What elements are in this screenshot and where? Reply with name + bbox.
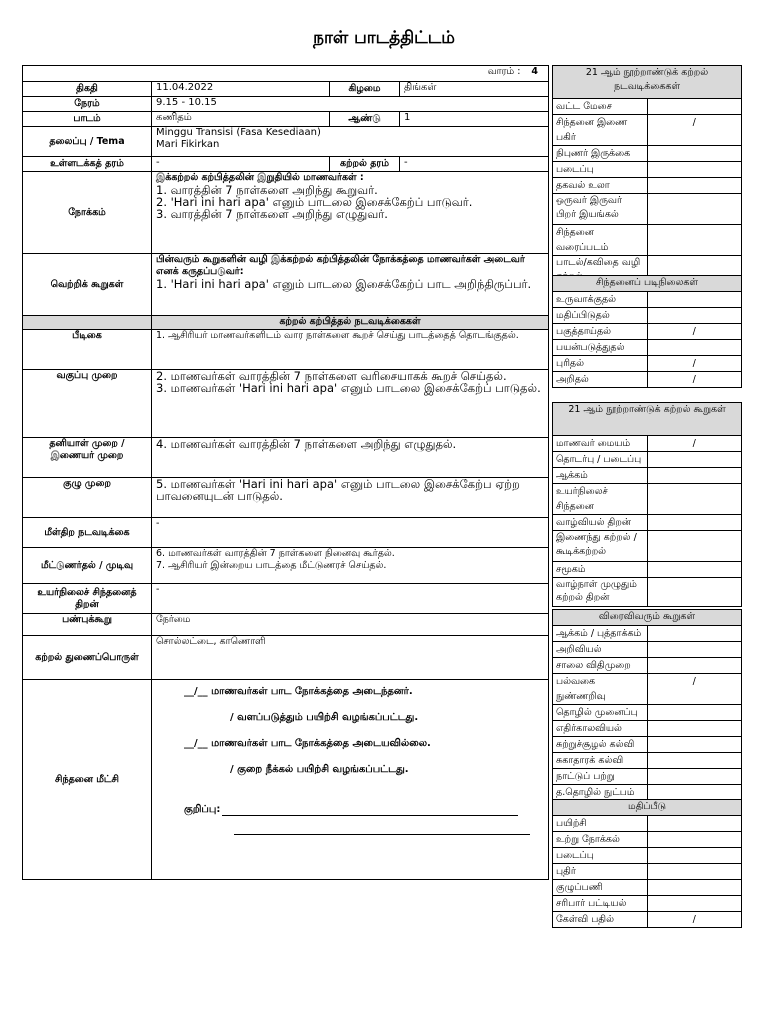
side-table-21st-elements (552, 402, 742, 607)
side3-mark (647, 578, 742, 607)
induction-label: பீடிகை (23, 330, 152, 370)
side3-item: தொடர்பு / படைப்பு (553, 452, 648, 468)
side1-item: நிபுணர் இருக்கை (553, 146, 648, 162)
side4-mark (647, 705, 742, 721)
success-intro: பின்வரும் கூறுகளின் வழி இக்கற்றல் கற்பித்தலின் நோக்கத்தை மாணவர்கள் அடைவர் எனக் கருதப்படுவர்: (156, 254, 525, 277)
reflection-cell (152, 680, 549, 880)
note-line-1 (222, 805, 518, 816)
content-standard-value: - (152, 157, 330, 172)
page-title: நாள் பாடத்திட்டம் (313, 28, 455, 48)
closure-cell (152, 548, 549, 584)
objective-item: 2. 'Hari ini hari apa' எனும் பாடலை இசைக்கேற்ப் பாடுவர். (156, 195, 473, 209)
objective-label: நோக்கம் (23, 172, 152, 254)
side4-mark (647, 721, 742, 737)
side5-mark (647, 864, 742, 880)
subject-value: கணிதம் (152, 112, 330, 127)
side4-mark (647, 753, 742, 769)
objective-intro: இக்கற்றல் கற்பித்தலின் இறுதியில் மாணவர்கள் : (156, 172, 364, 183)
side4-mark: / (647, 674, 742, 705)
theme-value (152, 127, 549, 157)
activities-header: கற்றல் கற்பித்தல் நடவடிக்கைகள் (152, 316, 549, 330)
objective-item: 3. வாரத்தின் 7 நாள்களை அறிந்து எழுதுவர். (156, 207, 388, 221)
side5-mark (647, 880, 742, 896)
side4-mark (647, 642, 742, 658)
side4-item: சுற்றுச்சூழல் கல்வி (553, 737, 648, 753)
remedial-label: மீள்திற நடவடிக்கை (23, 518, 152, 548)
side5-item: படைப்பு (553, 848, 648, 864)
remedial-value: - (152, 518, 549, 548)
individual-mode-label: தனியாள் முறை / இணையர் முறை (23, 438, 152, 478)
side3-mark (647, 468, 742, 484)
learning-standard-value: - (400, 157, 549, 172)
reflection-label: சிந்தனை மீட்சி (23, 680, 152, 880)
objective-list (156, 184, 544, 220)
note-label: குறிப்பு: (184, 804, 221, 815)
aids-label: கற்றல் துணைப்பொருள் (23, 636, 152, 680)
side4-item: அறிவியல் (553, 642, 648, 658)
side3-mark (647, 531, 742, 562)
reflection-line-2: / வளப்படுத்தும் பயிற்சி வழங்கப்பட்டது. (230, 712, 419, 723)
side5-mark: / (647, 912, 742, 928)
week-label: வாரம் : (487, 66, 521, 77)
class-mode-label: வகுப்பு முறை (23, 370, 152, 438)
hots-label: உயர்நிலைச் சிந்தனைத் திறன் (23, 584, 152, 614)
side2-item: பயன்படுத்துதல் (553, 340, 648, 356)
class-mode-cell (152, 370, 549, 438)
objective-item: 1. வாரத்தின் 7 நாள்களை அறிந்து கூறுவர். (156, 183, 378, 197)
side4-mark (647, 626, 742, 642)
side2-mark (647, 340, 742, 356)
side3-mark (647, 452, 742, 468)
side4-item: சுகாதாரக் கல்வி (553, 753, 648, 769)
learning-standard-label: கற்றல் தரம் (330, 157, 400, 172)
side3-item: சமூகம் (553, 562, 648, 578)
side1-mark (647, 194, 742, 225)
side1-mark: / (647, 115, 742, 146)
week-cell (23, 66, 549, 82)
content-standard-label: உள்ளடக்கத் தரம் (23, 157, 152, 172)
theme-label: தலைப்பு / Tema (23, 127, 152, 157)
objective-cell (152, 172, 549, 254)
side3-item: ஆக்கம் (553, 468, 648, 484)
side2-mark (647, 308, 742, 324)
theme-value-2: Mari Fikirkan (156, 139, 220, 150)
side1-item: வட்ட மேசை (553, 99, 648, 115)
side3-mark (647, 515, 742, 531)
individual-mode-list (156, 438, 544, 450)
side2-header: சிந்தனைப் படிநிலைகள் (553, 276, 742, 292)
side5-mark (647, 832, 742, 848)
individual-mode-item: 4. மாணவர்கள் வாரத்தின் 7 நாள்களை அறிந்து எழுதுதல். (156, 437, 457, 451)
side2-item: பகுத்தாய்தல் (553, 324, 648, 340)
aids-value: சொல்லட்டை, காணொளி (152, 636, 549, 680)
side4-item: த.தொழில் நுட்பம் (553, 785, 648, 801)
side4-item: சாலை விதிமுறை (553, 658, 648, 674)
side4-item: நாட்டுப் பற்று (553, 769, 648, 785)
side5-item: புதிர் (553, 864, 648, 880)
side2-mark: / (647, 372, 742, 388)
side1-header: 21 ஆம் நூற்றாண்டுக் கற்றல் நடவடிக்கைகள் (553, 66, 742, 99)
side3-item: வாழ்நாள் முழுதும் கற்றல் திறன் (553, 578, 648, 607)
side1-item: சிந்தனை இணை பகிர் (553, 115, 648, 146)
side-table-emerging-elements (552, 609, 742, 801)
side3-mark (647, 562, 742, 578)
side2-item: புரிதல் (553, 356, 648, 372)
reflection-note (184, 804, 544, 816)
values-value: நேர்மை (152, 614, 549, 636)
side1-mark (647, 99, 742, 115)
activities-header-spacer (23, 316, 152, 330)
success-list (156, 278, 544, 290)
time-value: 9.15 - 10.15 (152, 97, 549, 112)
success-item: 1. 'Hari ini hari apa' எனும் பாடலை இசைக்கேற்ப் பாட அறிந்திருப்பர். (156, 277, 532, 291)
success-criteria-label: வெற்றிக் கூறுகள் (23, 254, 152, 316)
date-value: 11.04.2022 (152, 82, 330, 97)
reflection-line-3: __/__ மாணவர்கள் பாட நோக்கத்தை அடையவில்லை. (184, 738, 431, 749)
class-mode-item: 3. மாணவர்கள் 'Hari ini hari apa' எனும் பாடலை இசைக்கேற்ப் பாடுதல். (156, 381, 541, 395)
group-mode-list (156, 478, 544, 502)
reflection-line-4: / குறை நீக்கல் பயிற்சி வழங்கப்பட்டது. (230, 764, 409, 775)
success-criteria-cell (152, 254, 549, 316)
closure-label: மீட்டுணர்தல் / முடிவு (23, 548, 152, 584)
year-label: ஆண்டு (330, 112, 400, 127)
side5-item: சரிபார் பட்டியல் (553, 896, 648, 912)
side1-mark (647, 225, 742, 256)
year-value: 1 (400, 112, 549, 127)
side5-mark (647, 896, 742, 912)
side4-item: தொழில் முனைப்பு (553, 705, 648, 721)
side1-item: தகவல் உலா (553, 178, 648, 194)
date-label: திகதி (23, 82, 152, 97)
side1-item: சிந்தனை வரைப்படம் (553, 225, 648, 256)
group-mode-label: குழு முறை (23, 478, 152, 518)
values-label: பண்புக்கூறு (23, 614, 152, 636)
class-mode-list (156, 370, 544, 394)
side4-item: எதிர்காலவியல் (553, 721, 648, 737)
side5-item: குழுப்பணி (553, 880, 648, 896)
side-table-thinking-levels (552, 275, 742, 388)
side1-item: பாடல்/கவிதை வழி (553, 256, 648, 287)
side1-item: படைப்பு (553, 162, 648, 178)
side3-mark (647, 484, 742, 515)
side4-item: பல்வகை நுண்ணறிவு (553, 674, 648, 705)
group-mode-cell (152, 478, 549, 518)
hots-value: - (152, 584, 549, 614)
side4-header: விரைவிவரும் கூறுகள் (553, 610, 742, 626)
note-line-2 (234, 826, 530, 835)
side3-item: மாணவர் மையம் (553, 436, 648, 452)
side-table-assessment (552, 799, 742, 928)
side5-header: மதிப்பீடு (553, 800, 742, 816)
side4-mark (647, 769, 742, 785)
induction-cell (152, 330, 549, 370)
side3-item: வாழ்வியல் திறன் (553, 515, 648, 531)
side2-item: மதிப்பிடுதல் (553, 308, 648, 324)
side5-item: கேள்வி பதில் (553, 912, 648, 928)
subject-label: பாடம் (23, 112, 152, 127)
side2-item: உருவாக்குதல் (553, 292, 648, 308)
side5-item: உற்று நோக்கல் (553, 832, 648, 848)
side5-mark (647, 848, 742, 864)
time-label: நேரம் (23, 97, 152, 112)
class-mode-item: 2. மாணவர்கள் வாரத்தின் 7 நாள்களை வரிசையாகக் கூறச் செய்தல். (156, 369, 507, 383)
group-mode-item: 5. மாணவர்கள் 'Hari ini hari apa' எனும் பாடலை இசைக்கேற்ப ஏற்ற பாவனையுடன் பாடுதல். (156, 477, 520, 503)
closure-item: 7. ஆசிரியர் இன்றைய பாடத்தை மீட்டுணரச் செய்தல். (156, 560, 387, 571)
individual-mode-cell (152, 438, 549, 478)
side4-mark (647, 737, 742, 753)
side2-mark: / (647, 324, 742, 340)
side5-item: பயிற்சி (553, 816, 648, 832)
induction-list (156, 330, 544, 342)
side3-mark: / (647, 436, 742, 452)
theme-value-1: Minggu Transisi (Fasa Kesediaan) (156, 127, 321, 138)
side2-item: அறிதல் (553, 372, 648, 388)
induction-item: 1. ஆசிரியர் மாணவர்களிடம் வார நாள்களை கூறச் செய்து பாடத்தைத் தொடங்குதல். (156, 330, 519, 341)
week-value: 4 (531, 66, 539, 77)
side3-header: 21 ஆம் நூற்றாண்டுக் கற்றல் கூறுகள் (553, 403, 742, 436)
side1-mark (647, 162, 742, 178)
side2-mark (647, 292, 742, 308)
side1-mark (647, 146, 742, 162)
side5-mark (647, 816, 742, 832)
closure-list (156, 548, 544, 572)
side3-item: இணைந்து கற்றல் / கூடிக்கற்றல் (553, 531, 648, 562)
day-label: கிழமை (330, 82, 400, 97)
day-value: திங்கள் (400, 82, 549, 97)
lesson-plan-table (22, 65, 549, 880)
side3-item: உயர்நிலைச் சிந்தனை (553, 484, 648, 515)
side-table-21st-activities (552, 65, 742, 287)
side2-mark: / (647, 356, 742, 372)
side1-item: ஒருவர் இருவர் பிறர் இயங்கல் (553, 194, 648, 225)
side4-item: ஆக்கம் / புத்தாக்கம் (553, 626, 648, 642)
closure-item: 6. மாணவர்கள் வாரத்தின் 7 நாள்களை நினைவு கூர்தல். (156, 548, 395, 559)
side4-mark (647, 658, 742, 674)
side1-mark (647, 178, 742, 194)
reflection-line-1: __/__ மாணவர்கள் பாட நோக்கத்தை அடைந்தனர். (184, 686, 413, 697)
